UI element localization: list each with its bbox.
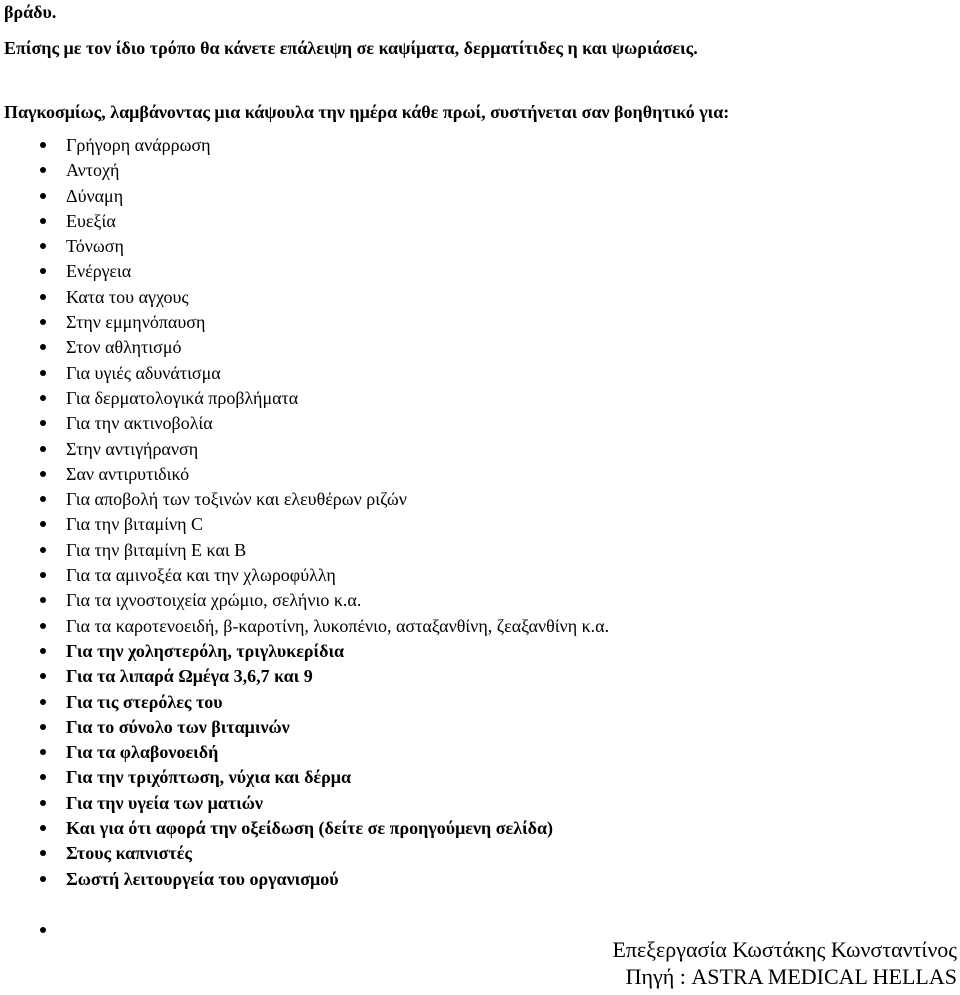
list-item bbox=[0, 539, 609, 564]
list-item-text: Δύναμη bbox=[66, 185, 124, 206]
intro-line: Παγκοσμίως, λαμβάνοντας μια κάψουλα την ημέρα κάθε πρωί, συστήνεται σαν βοηθητικό για: bbox=[4, 102, 730, 122]
bullet-icon bbox=[40, 547, 46, 553]
list-item-text: Για αποβολή των τοξινών και ελευθέρων ριζών bbox=[66, 489, 407, 510]
bullet-icon bbox=[40, 319, 46, 325]
bullet-icon bbox=[40, 395, 46, 401]
list-item-text: Σωστή λειτουργεία του οργανισμού bbox=[66, 868, 339, 889]
bullet-icon bbox=[40, 420, 46, 426]
list-item-text: Γρήγορη ανάρρωση bbox=[66, 135, 211, 155]
list-item bbox=[0, 134, 609, 159]
list-item bbox=[0, 463, 609, 488]
bullet-icon bbox=[40, 471, 46, 477]
list-item-text: Για τα αμινοξέα και την χλωροφύλλη bbox=[66, 565, 336, 586]
list-item bbox=[0, 691, 609, 716]
list-item bbox=[0, 438, 609, 463]
list-item bbox=[0, 741, 609, 766]
list-item-text: Για την βιταμίνη C bbox=[66, 514, 204, 535]
source-credit: Πηγή : ASTRA MEDICAL HELLAS bbox=[625, 964, 957, 989]
list-item-text: Για την χοληστερόλη, τριγλυκερίδια bbox=[66, 640, 345, 661]
list-item bbox=[0, 488, 609, 513]
bullet-icon bbox=[40, 193, 46, 199]
top-fragment: βράδυ. bbox=[4, 2, 57, 22]
empty-list-item bbox=[0, 919, 609, 944]
list-item-text: Για υγιές αδυνάτισμα bbox=[66, 362, 221, 383]
list-item-text: Σαν αντιρυτιδικό bbox=[66, 463, 190, 484]
bullet-icon bbox=[40, 142, 46, 148]
list-item bbox=[0, 513, 609, 538]
bullet-icon bbox=[40, 623, 46, 629]
bullet-icon bbox=[40, 597, 46, 603]
list-item bbox=[0, 640, 609, 665]
bullet-icon bbox=[40, 749, 46, 755]
list-item-text: Ενέργεια bbox=[66, 261, 132, 282]
list-item bbox=[0, 387, 609, 412]
bullet-icon bbox=[40, 927, 46, 933]
list-item bbox=[0, 564, 609, 589]
list-item bbox=[0, 817, 609, 842]
list-item-text: Για τα καροτενοειδή, β-καροτίνη, λυκοπένιο, ασταξανθίνη, ζεαξανθίνη κ.α. bbox=[66, 615, 610, 636]
list-item-text: Για δερματολογικά προβλήματα bbox=[66, 387, 299, 408]
list-item-text: Αντοχή bbox=[66, 160, 120, 181]
bullet-icon bbox=[40, 673, 46, 679]
list-item-text: Για την ακτινοβολία bbox=[66, 413, 213, 434]
list-item bbox=[0, 615, 609, 640]
list-item-text: Για τις στερόλες του bbox=[66, 691, 223, 712]
bullet-icon bbox=[40, 876, 46, 882]
list-item-text: Για την βιταμίνη E και B bbox=[66, 539, 247, 560]
bullet-icon bbox=[40, 294, 46, 300]
list-item-text: Για την τριχόπτωση, νύχια και δέρμα bbox=[66, 767, 352, 788]
list-item-text: Στην αντιγήρανση bbox=[66, 438, 199, 459]
list-item-text: Για τα ιχνοστοιχεία χρώμιο, σελήνιο κ.α. bbox=[66, 590, 362, 611]
list-item bbox=[0, 868, 609, 893]
bullet-icon bbox=[40, 572, 46, 578]
bullet-icon bbox=[40, 699, 46, 705]
list-item-text: Στους καπνιστές bbox=[66, 843, 193, 864]
list-item-text: Για την υγεία των ματιών bbox=[66, 792, 263, 813]
bullet-icon bbox=[40, 496, 46, 502]
list-item bbox=[0, 412, 609, 437]
bullet-icon bbox=[40, 648, 46, 654]
list-item bbox=[0, 362, 609, 387]
list-item bbox=[0, 286, 609, 311]
list-item bbox=[0, 185, 609, 210]
bullet-icon bbox=[40, 370, 46, 376]
bullet-icon bbox=[40, 344, 46, 350]
list-item bbox=[0, 766, 609, 791]
list-item-text: Για το σύνολο των βιταμινών bbox=[66, 716, 290, 737]
bullet-icon bbox=[40, 446, 46, 452]
list-item-text: Στην εμμηνόπαυση bbox=[66, 312, 206, 333]
list-item bbox=[0, 311, 609, 336]
list-item bbox=[0, 665, 609, 690]
bullet-icon bbox=[40, 800, 46, 806]
bullet-icon bbox=[40, 724, 46, 730]
list-item-text: Και για ότι αφορά την οξείδωση (δείτε σε προηγούμενη σελίδα) bbox=[66, 818, 554, 839]
list-item bbox=[0, 842, 609, 867]
bullet-icon bbox=[40, 825, 46, 831]
bullet-icon bbox=[40, 850, 46, 856]
list-item bbox=[0, 210, 609, 235]
bullet-icon bbox=[40, 774, 46, 780]
list-item-text: Για τα φλαβονοειδή bbox=[66, 742, 219, 763]
benefits-list bbox=[0, 134, 609, 944]
list-item bbox=[0, 235, 609, 260]
list-item-text: Ευεξία bbox=[66, 210, 116, 231]
author-credit: Επεξεργασία Κωστάκης Κωνσταντίνος bbox=[612, 937, 957, 962]
bullet-icon bbox=[40, 521, 46, 527]
bullet-icon bbox=[40, 268, 46, 274]
list-item bbox=[0, 336, 609, 361]
bullet-icon bbox=[40, 218, 46, 224]
list-item bbox=[0, 159, 609, 184]
bullet-icon bbox=[40, 167, 46, 173]
skin-application-line: Επίσης με τον ίδιο τρόπο θα κάνετε επάλειψη σε καψίματα, δερματίτιδες η και ψωριάσεις. bbox=[4, 38, 698, 58]
list-item-text: Κατα του αγχους bbox=[66, 286, 189, 307]
list-item bbox=[0, 716, 609, 741]
list-item-text: Τόνωση bbox=[66, 236, 124, 257]
bullet-icon bbox=[40, 243, 46, 249]
list-item-text: Στον αθλητισμό bbox=[66, 337, 182, 358]
list-item-text: Για τα λιπαρά Ωμέγα 3,6,7 και 9 bbox=[66, 666, 313, 687]
list-item bbox=[0, 792, 609, 817]
list-item bbox=[0, 260, 609, 285]
list-item bbox=[0, 589, 609, 614]
